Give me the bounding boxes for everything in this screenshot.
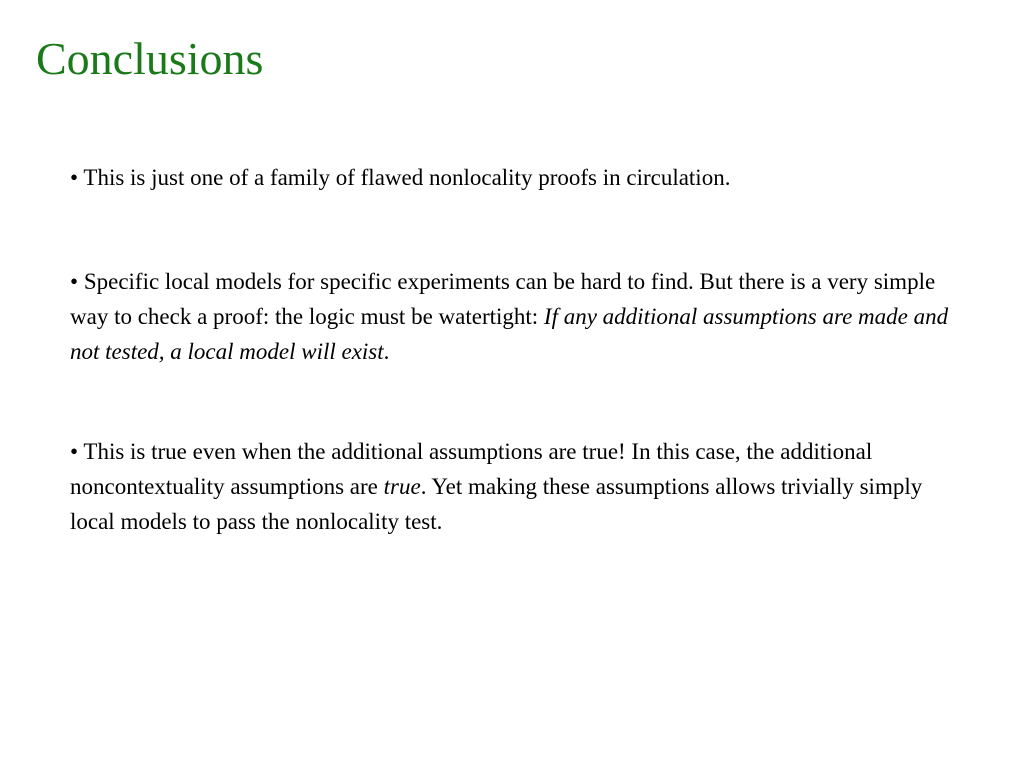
bullet-text-end: . (383, 339, 390, 364)
bullet-item-2 (70, 264, 965, 369)
bullet-item-1 (70, 160, 965, 195)
bullet-text-end: . Yet making these assumptions allows trivially simply local models to pass the nonlocality test. (70, 474, 923, 534)
bullet-marker: • (70, 439, 79, 464)
bullet-text: Specific local models for specific experiments can be hard to find. But there is a very simple way to check a proof: the logic must be watertight: (70, 269, 936, 329)
slide-title: Conclusions (36, 33, 264, 84)
bullet-italic-text: If any additional assumptions are made and not tested, a local model will exist (70, 304, 949, 364)
bullet-marker: • (70, 269, 79, 294)
bullet-marker: • (70, 165, 79, 190)
bullet-text: This is true even when the additional assumptions are true! In this case, the additional noncontextuality assumptions are (70, 439, 873, 499)
bullet-italic-text: true (383, 474, 421, 499)
bullet-item-3 (70, 434, 965, 539)
bullet-text: This is just one of a family of flawed nonlocality proofs in circulation. (83, 165, 731, 190)
